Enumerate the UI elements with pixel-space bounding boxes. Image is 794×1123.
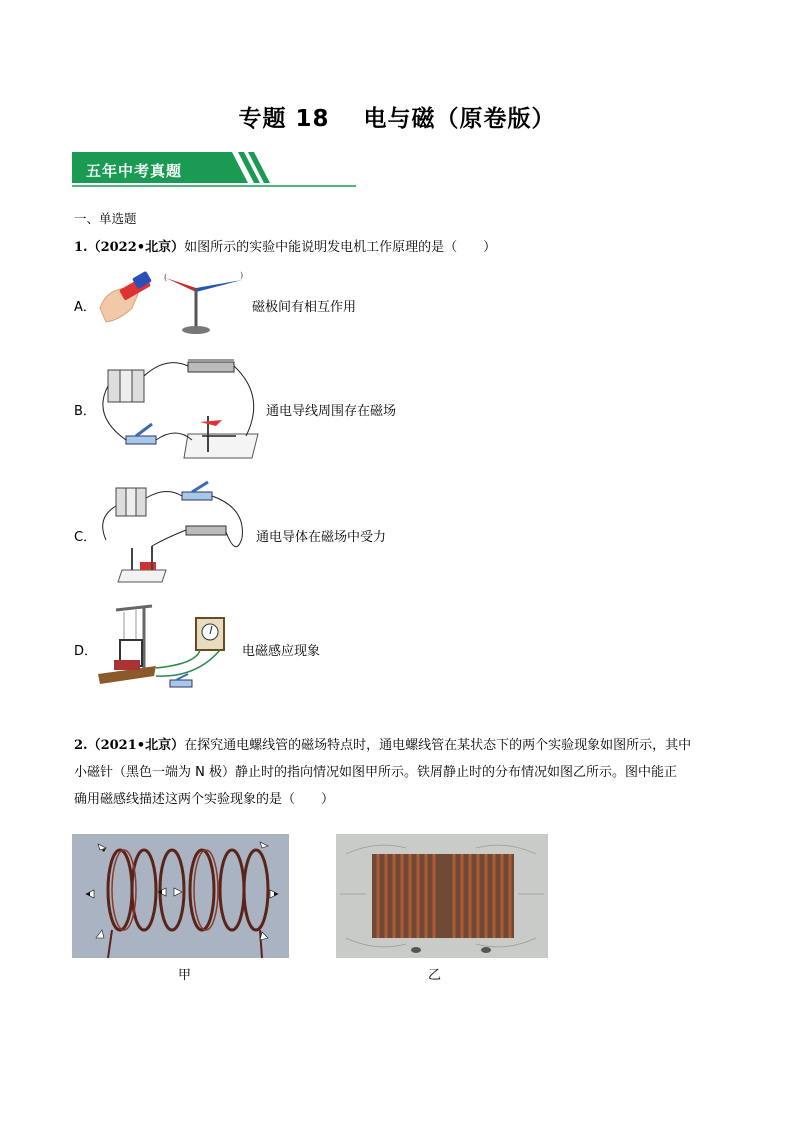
option-a-label: A． bbox=[74, 300, 96, 315]
option-c-text: 通电导体在磁场中受力 bbox=[256, 530, 387, 545]
caption-jia: 甲 bbox=[178, 968, 192, 983]
option-d-text: 电磁感应现象 bbox=[242, 644, 321, 659]
q2-source: （2021•北京） bbox=[87, 738, 185, 753]
banner-text: 五年中考真题 bbox=[86, 162, 183, 180]
q2-number: 2. bbox=[74, 738, 88, 753]
option-b-text: 通电导线周围存在磁场 bbox=[266, 404, 397, 419]
q2-line-3: 确用磁感线描述这两个实验现象的是（ ） bbox=[74, 792, 335, 807]
svg-text:): ) bbox=[240, 271, 244, 280]
q2-line-1: 2.（2021•北京）在探究通电螺线管的磁场特点时，通电螺线管在某状态下的两个实验现象如图所示，其中 bbox=[74, 738, 692, 753]
option-a-text: 磁极间有相互作用 bbox=[252, 300, 357, 315]
option-b-image bbox=[96, 356, 262, 464]
section-heading: 一、单选题 bbox=[74, 211, 137, 226]
option-b-label: B． bbox=[74, 404, 96, 419]
svg-text:(: ( bbox=[164, 273, 168, 282]
question-1-stem bbox=[74, 234, 496, 261]
figure-yi-image bbox=[336, 834, 548, 958]
option-c-label: C． bbox=[74, 530, 97, 545]
figure-jia-image bbox=[72, 834, 289, 958]
option-a-image bbox=[96, 268, 246, 338]
caption-yi: 乙 bbox=[428, 968, 442, 983]
page-title bbox=[0, 100, 794, 133]
title-sub: 电与磁（原卷版） bbox=[363, 106, 556, 132]
q1-source: （2022•北京） bbox=[87, 240, 185, 255]
q1-text: 如图所示的实验中能说明发电机工作原理的是（ ） bbox=[184, 240, 497, 255]
question-2-stem bbox=[74, 732, 734, 813]
q2-line-2: 小磁针（黑色一端为 N 极）静止时的指向情况如图甲所示。铁屑静止时的分布情况如图乙所示。图中能正 bbox=[74, 765, 677, 780]
q1-number: 1. bbox=[74, 240, 88, 255]
option-c-image bbox=[96, 478, 252, 586]
title-main: 专题 18 bbox=[238, 106, 330, 132]
option-d-label: D． bbox=[74, 644, 98, 659]
option-d-image bbox=[96, 596, 242, 692]
